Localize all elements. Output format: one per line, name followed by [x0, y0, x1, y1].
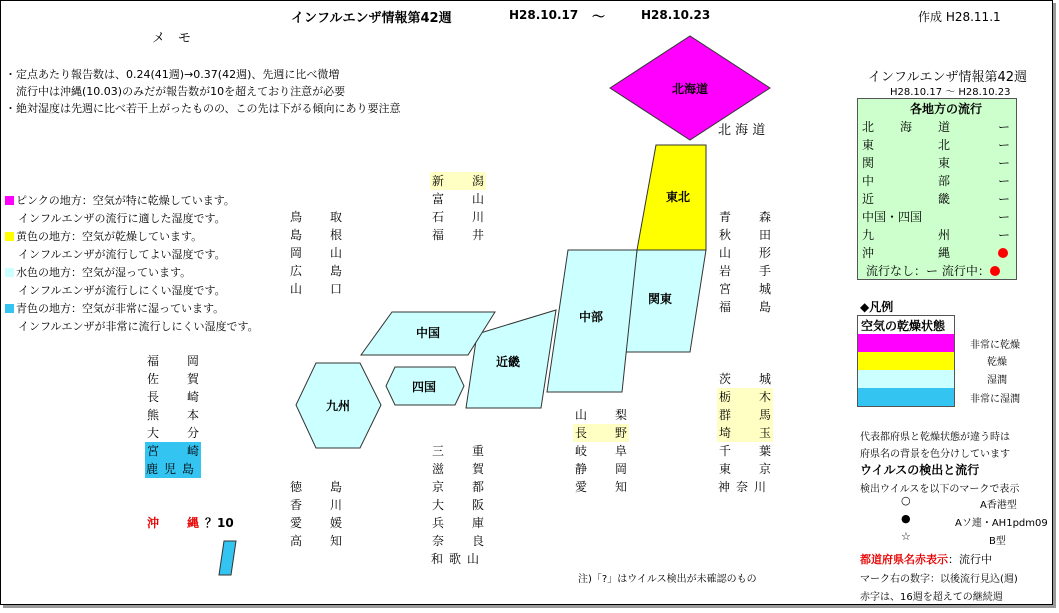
pref-fukushima: 福 島	[719, 300, 771, 314]
status-foot: 流行なし：ー 流行中：	[866, 262, 1000, 279]
pref-tochigi: 栃 木	[719, 390, 771, 404]
pref-kochi: 高 知	[290, 534, 342, 548]
status-heading: 各地方の流行	[910, 102, 983, 116]
status-row-tohoku: 東 北 ー	[862, 138, 1011, 152]
legend-desc: インフルエンザが非常に流行しにくい湿度です。	[18, 320, 259, 333]
pref-ibaraki: 茨 城	[719, 372, 771, 386]
legend-desc: インフルエンザが流行してよい湿度です。	[18, 248, 226, 261]
pref-kumamoto: 熊 本	[147, 408, 199, 422]
pref-fukuoka: 福 岡	[147, 354, 199, 368]
pref-kagoshima: 鹿児島	[146, 462, 201, 476]
pref-yamaguchi: 山 口	[290, 282, 342, 296]
legend-text: 青色の地方：空気が非常に湿っています。	[16, 302, 225, 315]
dryness-swatch-humid	[858, 370, 954, 388]
rep-note: 府県名の背景を色分けしています	[860, 449, 1010, 460]
filled-circle-icon: ●	[901, 512, 911, 525]
pref-okinawa: 沖 縄	[147, 516, 199, 530]
pref-toyama: 富 山	[432, 192, 484, 206]
pref-okayama: 岡 山	[290, 246, 342, 260]
pref-saga: 佐 賀	[147, 372, 199, 386]
memo-line: ・定点あたり報告数は、0.24(41週)→0.37(42週)、先週に比べ微増	[5, 68, 340, 81]
pref-kyoto: 京 都	[432, 480, 484, 494]
region-label-kanto: 関東	[647, 292, 673, 306]
region-label-shikoku: 四国	[411, 380, 437, 394]
pref-nagasaki: 長 崎	[147, 390, 199, 404]
pref-hiroshima: 広 島	[290, 264, 342, 278]
pref-oita: 大 分	[147, 426, 199, 440]
pref-tottori: 鳥 取	[290, 210, 342, 224]
legend-desc: インフルエンザの流行に適した湿度です。	[18, 212, 226, 225]
status-row-kyushu: 九 州 ー	[862, 228, 1011, 242]
pref-fukui: 福 井	[432, 228, 484, 242]
status-row-chubu: 中 部 ー	[862, 174, 1011, 188]
dryness-label: 乾燥	[987, 357, 1007, 368]
legend-heading: ◆凡例	[860, 300, 894, 314]
region-label-tohoku: 東北	[665, 190, 691, 204]
dryness-label: 湿潤	[987, 375, 1007, 386]
red-label-note: 都道府県名赤表示：流行中	[860, 553, 992, 566]
red-number-note: 赤字は、16週を超えての継続週	[860, 592, 1003, 603]
pref-tokyo: 東 京	[719, 462, 771, 476]
report-title: インフルエンザ情報第42週	[291, 11, 452, 26]
hokkaido-caption: 北 海 道	[718, 123, 766, 138]
pref-aichi: 愛 知	[575, 480, 627, 494]
date-tilde: ～	[592, 10, 606, 25]
status-row-okinawa: 沖 縄	[862, 244, 1012, 262]
footnote: 注)「?」はウイルス検出が未確認のもの	[578, 574, 757, 585]
region-label-chugoku: 中国	[415, 326, 441, 340]
pref-yamanashi: 山 梨	[575, 408, 627, 422]
status-row-chugoku-shikoku: 中国・四国 ー	[862, 210, 1011, 224]
pref-saitama: 埼 玉	[719, 426, 771, 440]
legend-text: 黄色の地方：空気が乾燥しています。	[16, 230, 203, 243]
virus-heading: ウイルスの検出と流行	[860, 463, 980, 477]
region-okinawa	[219, 541, 236, 575]
pref-akita: 秋 田	[719, 228, 771, 242]
pref-gunma: 群 馬	[719, 408, 771, 422]
pref-niigata: 新 潟	[432, 174, 484, 188]
dryness-label: 非常に湿潤	[970, 394, 1020, 405]
date-to: H28.10.23	[641, 8, 711, 22]
pref-wakayama: 和歌山	[431, 552, 486, 566]
memo-heading: メ モ	[152, 31, 192, 46]
pref-yamagata: 山 形	[719, 246, 771, 260]
pref-shiga: 滋 賀	[432, 462, 484, 476]
pref-shizuoka: 静 岡	[575, 462, 627, 476]
panel-dates: H28.10.17 ～ H28.10.23	[890, 87, 1011, 98]
pref-miyazaki: 宮 崎	[147, 444, 199, 458]
virus-note: 検出ウイルスを以下のマークで表示	[860, 484, 1020, 495]
rep-note: 代表都府県と乾燥状態が違う時は	[860, 432, 1010, 443]
pref-aomori: 青 森	[719, 210, 771, 224]
legend-desc: インフルエンザが流行しにくい湿度です。	[18, 284, 226, 297]
pref-kagawa: 香 川	[290, 498, 342, 512]
created-date: 作成 H28.11.1	[918, 10, 1001, 24]
pref-iwate: 岩 手	[719, 264, 771, 278]
pref-nagano: 長 野	[575, 426, 627, 440]
pref-chiba: 千 葉	[719, 444, 771, 458]
mark-label: A香港型	[980, 500, 1017, 511]
dryness-label: 非常に乾燥	[970, 340, 1020, 351]
dryness-legend	[857, 315, 955, 407]
epidemic-dot-icon	[998, 248, 1008, 258]
panel-title: インフルエンザ情報第42週	[868, 70, 1028, 85]
dryness-swatch-very-dry	[858, 334, 954, 352]
memo-line: 流行中は沖縄(10.03)のみだが報告数が10を超えており注意が必要	[5, 85, 346, 98]
dryness-heading: 空気の乾燥状態	[861, 319, 946, 333]
pref-ishikawa: 石 川	[432, 210, 484, 224]
status-row-kanto: 関 東 ー	[862, 156, 1011, 170]
star-icon: ☆	[901, 530, 911, 543]
okinawa-mark: ？10	[205, 516, 234, 530]
region-label-chubu: 中部	[578, 310, 604, 324]
dryness-swatch-dry	[858, 352, 954, 370]
pref-shimane: 島 根	[290, 228, 342, 242]
open-circle-icon: ○	[901, 494, 911, 507]
region-label-kyushu: 九州	[325, 399, 351, 413]
pref-gifu: 岐 阜	[575, 444, 627, 458]
legend-text: 水色の地方：空気が湿っています。	[16, 266, 192, 279]
pref-tokushima: 徳 島	[290, 480, 342, 494]
region-label-hokkaido: 北海道	[671, 82, 709, 96]
epidemic-dot-icon	[990, 266, 1000, 276]
status-row-kinki: 近 畿 ー	[862, 192, 1011, 206]
pref-nara: 奈 良	[432, 534, 484, 548]
status-box	[857, 98, 1017, 280]
mark-number-note: マーク右の数字：以後流行見込(週)	[860, 574, 1018, 585]
pref-miyagi: 宮 城	[719, 282, 771, 296]
date-from: H28.10.17	[509, 8, 579, 22]
pref-osaka: 大 阪	[432, 498, 484, 512]
mark-label: Aソ連・AH1pdm09	[955, 518, 1048, 529]
mark-label: B型	[989, 536, 1006, 547]
dryness-swatch-very-humid	[858, 388, 954, 406]
region-label-kinki: 近畿	[495, 355, 521, 369]
memo-line: ・絶対湿度は先週に比べ若干上がったものの、この先は下がる傾向にあり要注意	[5, 102, 401, 115]
status-row-hokkaido: 北 海 道 ー	[862, 120, 1011, 134]
pref-kanagawa: 神奈川	[718, 480, 773, 494]
legend-text: ピンクの地方：空気が特に乾燥しています。	[16, 194, 235, 207]
pref-hyogo: 兵 庫	[432, 516, 484, 530]
pref-ehime: 愛 媛	[290, 516, 342, 530]
pref-mie: 三 重	[432, 444, 484, 458]
